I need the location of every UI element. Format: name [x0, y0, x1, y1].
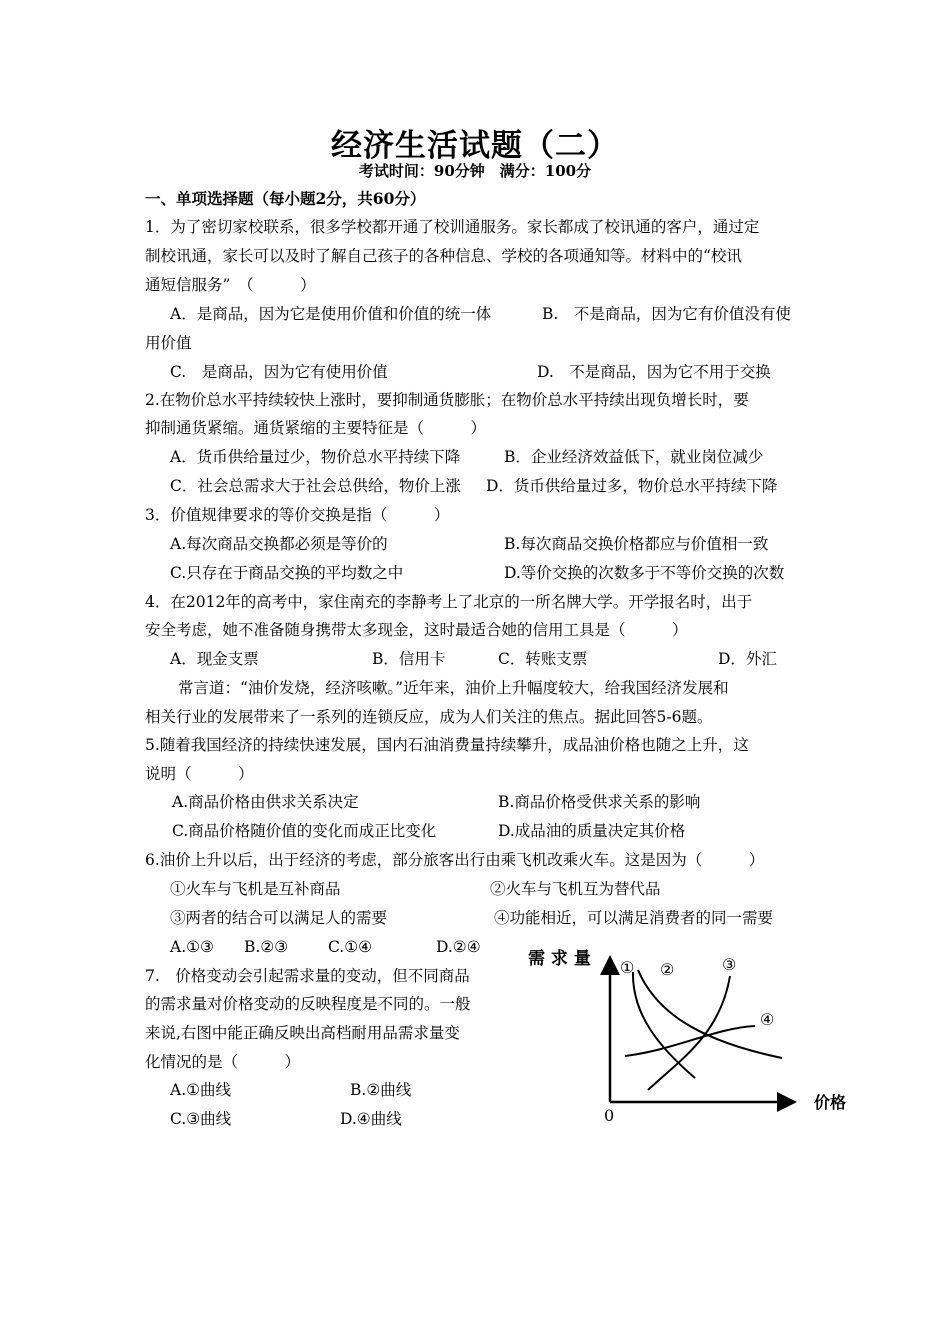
- q7-option-a: A.①曲线: [170, 1081, 232, 1099]
- origin-label: 0: [604, 1106, 615, 1125]
- q7-line2: 的需求量对价格变动的反映程度是不同的。一般: [145, 995, 471, 1013]
- q7-line3: 来说,右图中能正确反映出高档耐用品需求量变: [145, 1024, 460, 1042]
- q1-option-d: D. 不是商品，因为它不用于交换: [537, 363, 771, 381]
- q7-option-c: C.③曲线: [170, 1110, 232, 1128]
- exam-title: 经济生活试题（二）: [331, 128, 619, 164]
- q2-option-d: D．货币供给量过多，物价总水平持续下降: [486, 477, 778, 495]
- intro-line1: 常言道：“油价发烧，经济咳嗽。”近年来，油价上升幅度较大，给我国经济发展和: [178, 679, 729, 697]
- q6-line1: 6.油价上升以后，出于经济的考虑，部分旅客出行由乘飞机改乘火车。这是因为（ ）: [145, 851, 765, 869]
- x-axis-label: 价格: [814, 1093, 847, 1112]
- section-heading: 一、单项选择题（每小题2分，共60分）: [145, 189, 426, 208]
- curve-label-2: ②: [660, 960, 675, 979]
- q6-option-b: B.②③: [244, 938, 289, 956]
- q2-line2: 抑制通货紧缩。通货紧缩的主要特征是（ ）: [145, 419, 487, 437]
- curve-label-4: ④: [760, 1010, 775, 1029]
- q5-option-b: B.商品价格受供求关系的影响: [498, 793, 701, 811]
- q4-option-d: D．外汇: [718, 650, 777, 668]
- q5-line2: 说明（ ）: [145, 765, 254, 783]
- q3-line1: 3．价值规律要求的等价交换是指（ ）: [145, 506, 450, 524]
- q5-option-c: C.商品价格随价值的变化而成正比变化: [172, 822, 437, 840]
- q1-line3: 通短信服务” （ ）: [145, 276, 316, 294]
- q2-option-c: C．社会总需求大于社会总供给，物价上涨: [170, 477, 461, 495]
- curve-1: [633, 972, 695, 1078]
- q4-option-c: C．转账支票: [498, 650, 588, 668]
- curve-label-3: ③: [722, 955, 737, 974]
- q2-option-b: B．企业经济效益低下，就业岗位减少: [504, 448, 764, 466]
- q1-line1: 1．为了密切家校联系，很多学校都开通了校训通服务。家长都成了校讯通的客户，通过定: [145, 218, 760, 236]
- q1-option-b: B. 不是商品，因为它有价值没有使: [542, 305, 791, 323]
- q4-option-b: B．信用卡: [372, 650, 446, 668]
- q6-option-c: C.①④: [328, 938, 373, 956]
- q7-line4: 化情况的是（ ）: [145, 1053, 301, 1071]
- q6-statement-4: ④功能相近，可以满足消费者的同一需要: [494, 909, 774, 927]
- intro-line2: 相关行业的发展带来了一系列的连锁反应，成为人们关注的焦点。据此回答5-6题。: [145, 708, 713, 726]
- curve-label-1: ①: [620, 958, 635, 977]
- q4-line1: 4．在2012年的高考中，家住南充的李静考上了北京的一所名牌大学。开学报名时，出于: [145, 593, 753, 611]
- q1-option-a: A．是商品，因为它是使用价值和价值的统一体: [170, 305, 492, 323]
- q1-option-b-cont: 用价值: [145, 334, 192, 352]
- q6-statement-2: ②火车与飞机互为替代品: [490, 880, 661, 898]
- q2-line1: 2.在物价总水平持续较快上涨时，要抑制通货膨胀；在物价总水平持续出现负增长时，要: [145, 391, 749, 409]
- q4-option-a: A．现金支票: [170, 650, 259, 668]
- q6-option-d: D.②④: [436, 938, 481, 956]
- q7-option-b: B.②曲线: [350, 1081, 412, 1099]
- q5-line1: 5.随着我国经济的持续快速发展，国内石油消费量持续攀升，成品油价格也随之上升，这: [145, 736, 749, 754]
- q3-option-d: D.等价交换的次数多于不等价交换的次数: [504, 564, 785, 582]
- q6-statement-3: ③两者的结合可以满足人的需要: [170, 909, 388, 927]
- q5-option-d: D.成品油的质量决定其价格: [498, 822, 686, 840]
- q7-line1: 7. 价格变动会引起需求量的变动，但不同商品: [145, 967, 470, 985]
- q3-option-c: C.只存在于商品交换的平均数之中: [170, 564, 404, 582]
- q7-option-d: D.④曲线: [340, 1110, 402, 1128]
- demand-price-graph: [520, 940, 860, 1130]
- exam-subtitle: 考试时间：90分钟 满分：100分: [358, 162, 592, 180]
- q1-line2: 制校讯通，家长可以及时了解自己孩子的各种信息、学校的各项通知等。材料中的“校讯: [145, 247, 742, 265]
- q5-option-a: A.商品价格由供求关系决定: [172, 793, 359, 811]
- y-axis-label: 需 求 量: [528, 949, 591, 969]
- q3-option-b: B.每次商品交换价格都应与价值相一致: [504, 535, 769, 553]
- q6-statement-1: ①火车与飞机是互补商品: [170, 880, 341, 898]
- q3-option-a: A.每次商品交换都必须是等价的: [170, 535, 388, 553]
- q2-option-a: A．货币供给量过少，物价总水平持续下降: [170, 448, 461, 466]
- q1-option-c: C. 是商品，因为它有使用价值: [170, 363, 388, 381]
- q6-option-a: A.①③: [170, 938, 214, 956]
- q4-line2: 安全考虑，她不准备随身携带太多现金，这时最适合她的信用工具是（ ）: [145, 621, 688, 639]
